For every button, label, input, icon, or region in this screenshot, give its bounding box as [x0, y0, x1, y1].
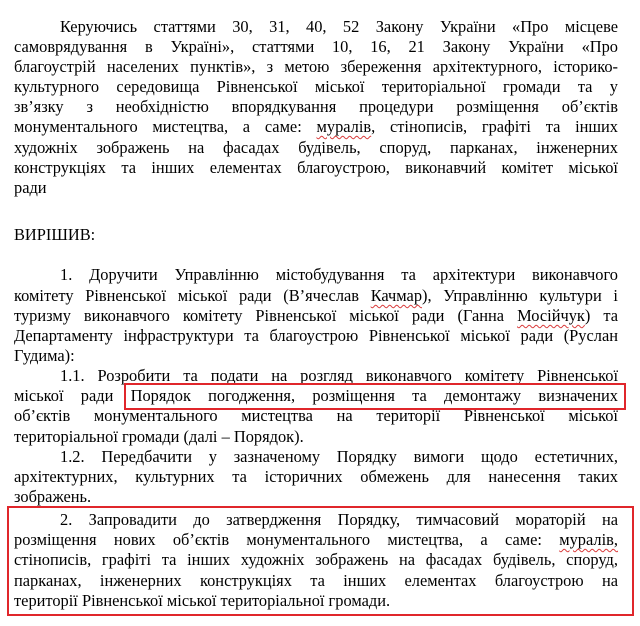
point1-line-1: 1. Доручити Управлінню містобудування та архітектури виконавчого	[60, 265, 618, 284]
point2-line-4: парканах, інженерних конструкціях та інших елементах благоустрою на	[14, 571, 618, 590]
point2-line-2: розміщення нових об’єктів монументального мистецтва, а саме: муралів,	[14, 530, 618, 549]
preamble-line-9: ради	[14, 178, 47, 197]
point11-line-3: об’єктів монументального мистецтва на території Рівненської міської	[14, 406, 618, 425]
point2-line-3: стінописів, графіті та інших художніх зображень на фасадах будівель, споруд,	[14, 550, 618, 569]
highlight-box-moratorium	[7, 506, 634, 616]
preamble-line-3: благоустрій населених пунктів», з метою збереження архітектурного, історико-	[14, 57, 618, 76]
point11-line-1: 1.1. Розробити та подати на розгляд виконавчого комітету Рівненської	[60, 366, 618, 385]
preamble-line-7: художніх зображень на фасадах будівель, споруд, парканах, інженерних	[14, 138, 618, 157]
point12-line-1: 1.2. Передбачити у зазначеному Порядку вимоги щодо естетичних,	[60, 447, 618, 466]
preamble-line-4: культурного середовища Рівненської міської територіальної громади та у	[14, 77, 618, 96]
point12-line-3: зображень.	[14, 487, 92, 506]
preamble-line-5: зв’язку з необхідністю впорядкування процедури розміщення об’єктів	[14, 97, 618, 116]
preamble-line-8: конструкціях та інших елементах благоустрою, виконавчий комітет міської	[14, 158, 618, 177]
point2-line-5: території Рівненської міської територіальної громади.	[14, 591, 391, 610]
highlight-box-procedure	[124, 383, 626, 410]
point11-line-4: територіальної громади (далі – Порядок).	[14, 427, 304, 446]
point1-line-3: туризму виконавчого комітету Рівненської міської ради (Ганна Мосійчук) та	[14, 306, 618, 325]
point12-line-2: архітектурних, культурних та історичних обмежень для нанесення таких	[14, 467, 618, 486]
preamble-line-6: монументального мистецтва, а саме: муралів, стінописів, графіті та інших	[14, 117, 618, 136]
point11-line-2: міської ради Порядок погодження, розміщення та демонтажу визначених	[14, 386, 618, 405]
point1-line-5: Гудима):	[14, 346, 75, 365]
preamble-line-1: Керуючись статтями 30, 31, 40, 52 Закону України «Про місцеве	[60, 17, 618, 36]
point1-line-2: комітету Рівненської міської ради (В’ячеслав Качмар), Управлінню культури і	[14, 286, 618, 305]
preamble-line-2: самоврядування в Україні», статтями 10, 16, 21 Закону України «Про	[14, 37, 618, 56]
point1-line-4: Департаменту інфраструктури та благоустрою Рівненської міської ради (Руслан	[14, 326, 618, 345]
point2-line-1: 2. Запровадити до затвердження Порядку, тимчасовий мораторій на	[60, 510, 618, 529]
resolution-heading: ВИРІШИВ:	[14, 225, 96, 244]
